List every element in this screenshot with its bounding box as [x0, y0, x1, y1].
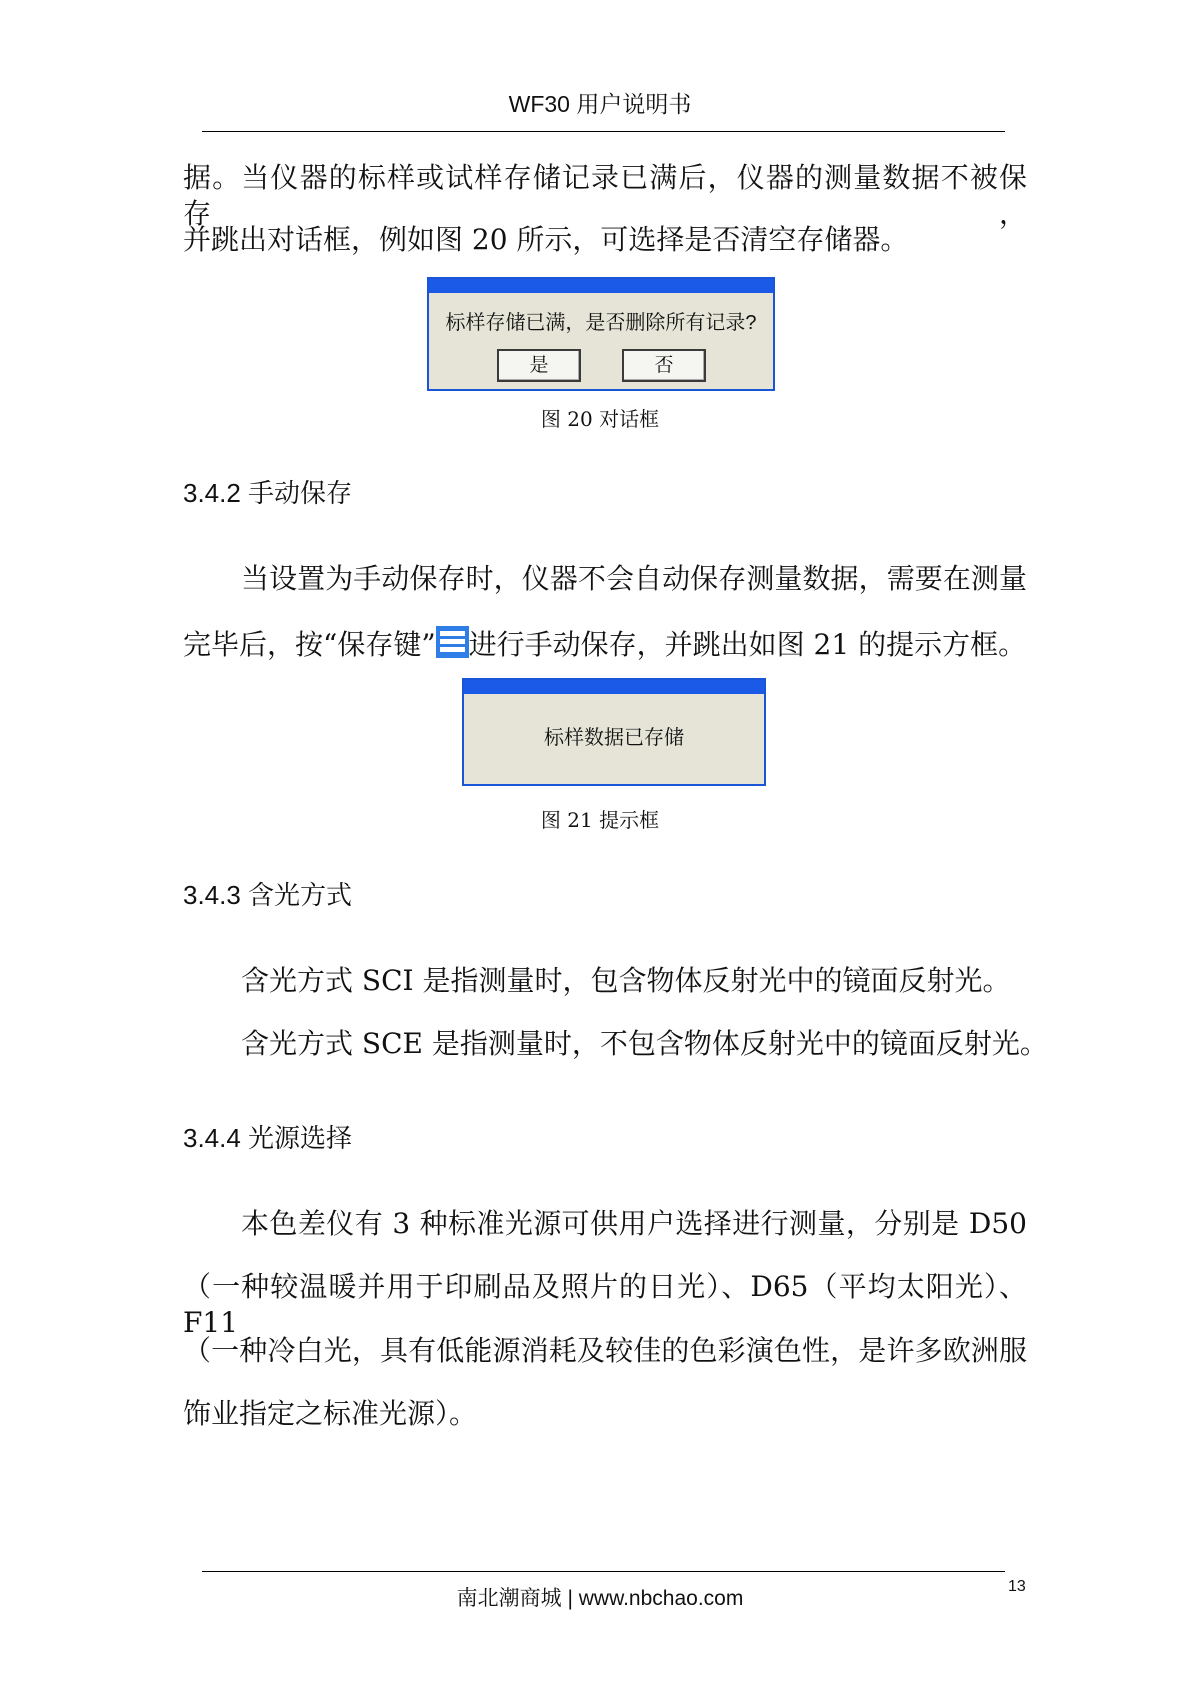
- yes-button[interactable]: 是: [497, 349, 581, 382]
- s342-line-2-before: 完毕后，按“保存键”: [183, 628, 436, 661]
- section-3-4-3-heading: 3.4.3 含光方式: [183, 880, 353, 910]
- data-saved-prompt: [462, 678, 766, 786]
- s342-line-1: 当设置为手动保存时，仪器不会自动保存测量数据，需要在测量: [241, 562, 1027, 595]
- save-key-icon: [436, 626, 469, 658]
- figure-20-caption: 图 20 对话框: [540, 407, 660, 431]
- footer-text: 南北潮商城 | www.nbchao.com: [456, 1587, 744, 1610]
- page-number: 13: [1008, 1578, 1026, 1595]
- intro-line-1: 据。当仪器的标样或试样存储记录已满后，仪器的测量数据不被保存，: [183, 161, 1027, 230]
- prompt-title-bar: [464, 680, 764, 694]
- page-header-title: WF30 用户说明书: [508, 91, 692, 117]
- dialog-message: 标样存储已满，是否删除所有记录?: [445, 312, 757, 334]
- s343-line-1: 含光方式 SCI 是指测量时，包含物体反射光中的镜面反射光。: [241, 964, 1011, 997]
- s344-line-2: （一种较温暖并用于印刷品及照片的日光）、D65（平均太阳光）、F11: [183, 1270, 1027, 1339]
- figure-21-caption: 图 21 提示框: [540, 808, 660, 832]
- s342-line-2-after: 进行手动保存，并跳出如图 21 的提示方框。: [468, 628, 1027, 661]
- no-button[interactable]: 否: [622, 349, 706, 382]
- intro-line-2: 并跳出对话框，例如图 20 所示，可选择是否清空存储器。: [183, 223, 909, 256]
- s344-line-4: 饰业指定之标准光源）。: [183, 1397, 478, 1430]
- header-rule: [202, 131, 1005, 132]
- section-3-4-2-heading: 3.4.2 手动保存: [183, 478, 353, 508]
- s343-line-2: 含光方式 SCE 是指测量时，不包含物体反射光中的镜面反射光。: [241, 1027, 1048, 1060]
- storage-full-dialog: [427, 277, 775, 391]
- s342-line-2: [183, 626, 1027, 663]
- prompt-message: 标样数据已存储: [544, 727, 684, 749]
- s344-line-3: （一种冷白光，具有低能源消耗及较佳的色彩演色性，是许多欧洲服: [183, 1334, 1027, 1367]
- dialog-title-bar: [429, 279, 773, 293]
- s344-line-1: 本色差仪有 3 种标准光源可供用户选择进行测量，分别是 D50: [241, 1207, 1027, 1240]
- footer-rule: [202, 1571, 1005, 1572]
- section-3-4-4-heading: 3.4.4 光源选择: [183, 1123, 353, 1153]
